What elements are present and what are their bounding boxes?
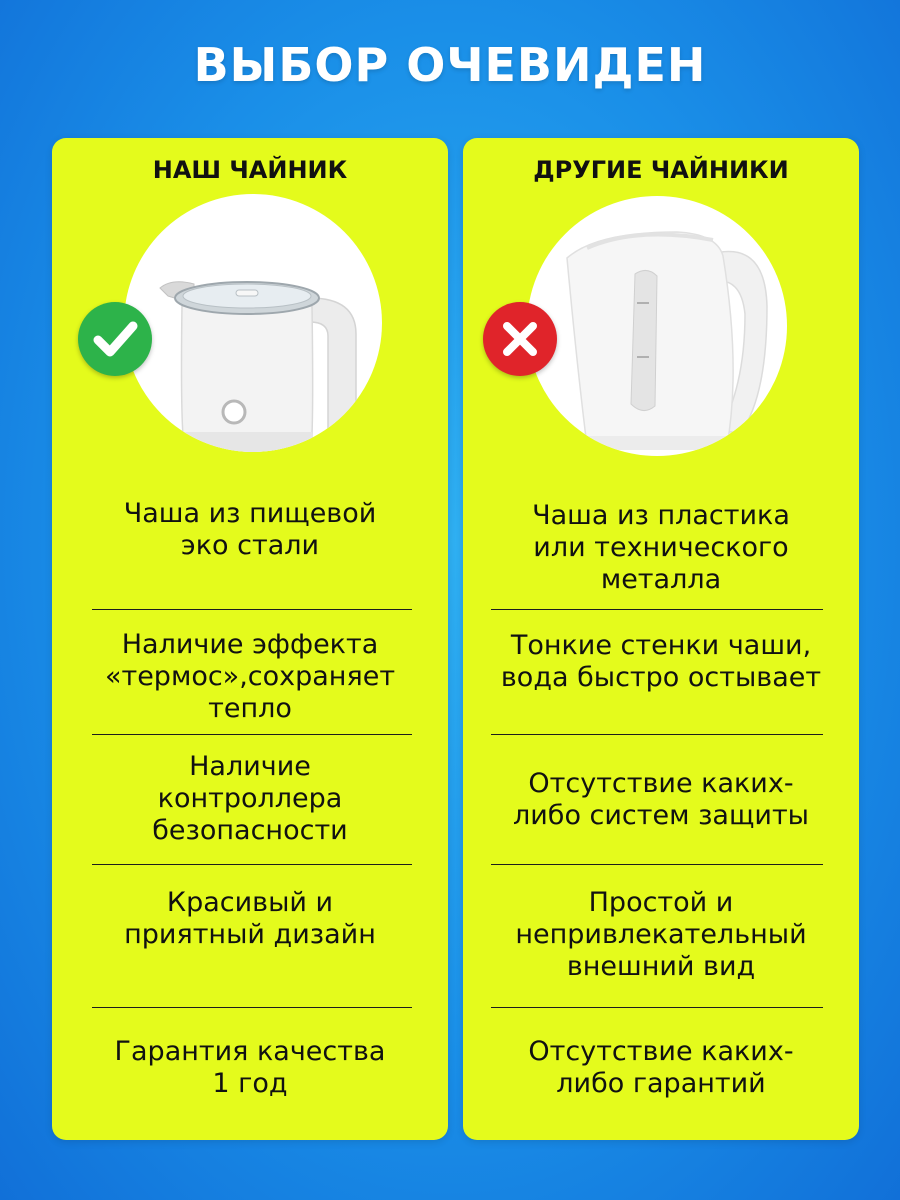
other-kettle-photo — [527, 196, 787, 456]
our-feature-row-2: Наличие эффекта «термос»,сохраняет тепло — [104, 629, 396, 724]
cross-icon — [483, 302, 557, 376]
divider — [491, 734, 823, 735]
divider — [92, 609, 412, 610]
divider — [491, 609, 823, 610]
other-feature-row-1: Чаша из пластика или технического металла — [532, 500, 790, 595]
check-badge — [78, 302, 152, 376]
our-feature-row-4: Красивый и приятный дизайн — [124, 887, 376, 950]
other-feature-row-2: Тонкие стенки чаши, вода быстро остывает — [500, 630, 822, 693]
other-kettles-title: ДРУГИЕ ЧАЙНИКИ — [533, 156, 789, 184]
other-feature-row-5: Отсутствие каких- либо гарантий — [528, 1036, 794, 1099]
our-kettle-title: НАШ ЧАЙНИК — [152, 156, 348, 184]
other-feature-row-4: Простой и непривлекательный внешний вид — [515, 887, 807, 982]
our-feature-row-1: Чаша из пищевой эко стали — [123, 498, 377, 561]
our-kettle-panel — [52, 138, 448, 1140]
divider — [92, 734, 412, 735]
divider — [491, 864, 823, 865]
our-feature-row-3: Наличие контроллера безопасности — [152, 751, 348, 846]
check-icon — [78, 302, 152, 376]
headline: ВЫБОР ОЧЕВИДЕН — [193, 38, 707, 92]
our-kettle-photo — [124, 194, 382, 452]
divider — [92, 864, 412, 865]
our-feature-row-5: Гарантия качества 1 год — [114, 1036, 386, 1099]
divider — [92, 1007, 412, 1008]
other-kettles-panel — [463, 138, 859, 1140]
cross-badge — [483, 302, 557, 376]
divider — [491, 1007, 823, 1008]
other-feature-row-3: Отсутствие каких- либо систем защиты — [512, 768, 809, 831]
